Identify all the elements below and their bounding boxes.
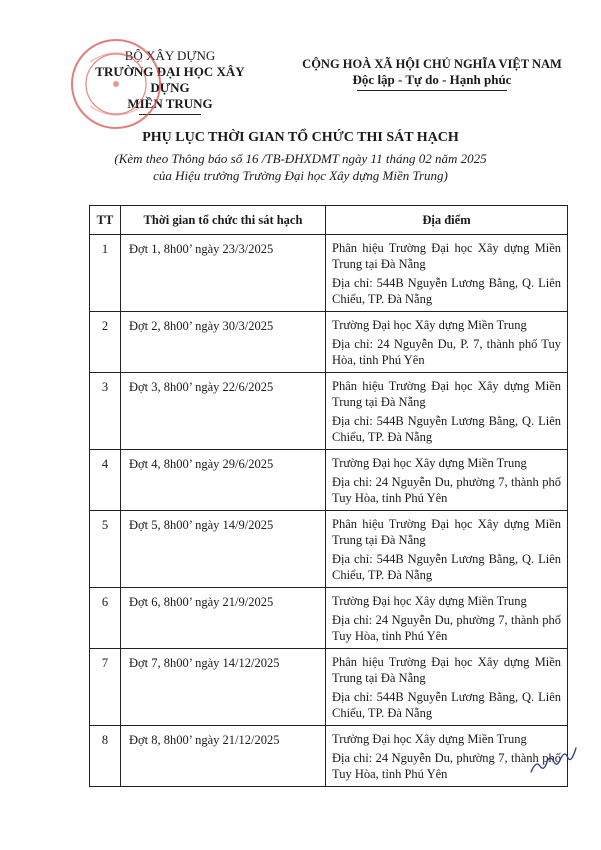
- school-name-line2: MIỀN TRUNG: [127, 96, 213, 111]
- table-row: [90, 235, 568, 312]
- row-location: [326, 312, 568, 373]
- row-location: [326, 649, 568, 726]
- location-name: Phân hiệu Trường Đại học Xây dựng Miền Trung tại Đà Nẵng: [332, 517, 561, 547]
- row-location: [326, 373, 568, 450]
- row-time: Đợt 4, 8h00’ ngày 29/6/2025: [121, 450, 326, 511]
- table-row: [90, 450, 568, 511]
- nation-name: CỘNG HOÀ XÃ HỘI CHỦ NGHĨA VIỆT NAM: [302, 57, 562, 71]
- table-row: [90, 726, 568, 787]
- row-time: Đợt 2, 8h00’ ngày 30/3/2025: [121, 312, 326, 373]
- header-underline: [139, 114, 201, 115]
- row-number: 5: [90, 511, 121, 588]
- location-address: Địa chỉ: 544B Nguyễn Lương Bằng, Q. Liên Chiểu, TP. Đà Nẵng: [332, 552, 561, 582]
- initials-signature-icon: [528, 738, 584, 778]
- header-time: Thời gian tổ chức thi sát hạch: [121, 206, 326, 235]
- table-row: [90, 312, 568, 373]
- row-location: [326, 588, 568, 649]
- row-number: 2: [90, 312, 121, 373]
- location-address: Địa chỉ: 24 Nguyễn Du, phường 7, thành phố Tuy Hòa, tỉnh Phú Yên: [332, 475, 561, 505]
- document-title: PHỤ LỤC THỜI GIAN TỔ CHỨC THI SÁT HẠCH: [142, 130, 459, 145]
- location-address: Địa chỉ: 24 Nguyễn Du, P. 7, thành phố Tuy Hòa, tỉnh Phú Yên: [332, 337, 561, 367]
- row-time: Đợt 5, 8h00’ ngày 14/9/2025: [121, 511, 326, 588]
- row-location: [326, 511, 568, 588]
- location-name: Phân hiệu Trường Đại học Xây dựng Miền Trung tại Đà Nẵng: [332, 379, 561, 409]
- row-number: 4: [90, 450, 121, 511]
- table-row: [90, 649, 568, 726]
- header-place: Địa điểm: [326, 206, 568, 235]
- row-number: 3: [90, 373, 121, 450]
- subtitle-line1: (Kèm theo Thông báo số 16 /TB-ĐHXDMT ngày 11 tháng 02 năm 2025: [114, 151, 487, 166]
- row-location: [326, 450, 568, 511]
- exam-schedule-table: [89, 205, 568, 787]
- location-address: Địa chỉ: 544B Nguyễn Lương Bằng, Q. Liên Chiểu, TP. Đà Nẵng: [332, 276, 561, 306]
- issuer-header: [80, 48, 260, 115]
- national-header: [282, 56, 582, 91]
- table-row: [90, 373, 568, 450]
- row-location: [326, 235, 568, 312]
- location-name: Trường Đại học Xây dựng Miền Trung: [332, 732, 527, 746]
- location-address: Địa chỉ: 544B Nguyễn Lương Bằng, Q. Liên Chiểu, TP. Đà Nẵng: [332, 690, 561, 720]
- location-address: Địa chỉ: 544B Nguyễn Lương Bằng, Q. Liên Chiểu, TP. Đà Nẵng: [332, 414, 561, 444]
- row-time: Đợt 3, 8h00’ ngày 22/6/2025: [121, 373, 326, 450]
- row-time: Đợt 8, 8h00’ ngày 21/12/2025: [121, 726, 326, 787]
- header-tt: TT: [90, 206, 121, 235]
- document-subtitle: [0, 150, 601, 184]
- row-time: Đợt 1, 8h00’ ngày 23/3/2025: [121, 235, 326, 312]
- table-header-row: [90, 206, 568, 235]
- motto-underline: [357, 90, 507, 91]
- location-name: Trường Đại học Xây dựng Miền Trung: [332, 594, 527, 608]
- row-number: 1: [90, 235, 121, 312]
- school-name-line1: TRƯỜNG ĐẠI HỌC XÂY DỰNG: [95, 64, 245, 95]
- location-address: Địa chỉ: 24 Nguyễn Du, phường 7, thành phố Tuy Hòa, tỉnh Phú Yên: [332, 613, 561, 643]
- location-name: Phân hiệu Trường Đại học Xây dựng Miền Trung tại Đà Nẵng: [332, 241, 561, 271]
- row-number: 8: [90, 726, 121, 787]
- location-name: Trường Đại học Xây dựng Miền Trung: [332, 456, 527, 470]
- ministry-name: BỘ XÂY DỰNG: [124, 48, 216, 63]
- row-number: 6: [90, 588, 121, 649]
- row-time: Đợt 7, 8h00’ ngày 14/12/2025: [121, 649, 326, 726]
- location-name: Trường Đại học Xây dựng Miền Trung: [332, 318, 527, 332]
- national-motto: Độc lập - Tự do - Hạnh phúc: [352, 72, 512, 87]
- row-number: 7: [90, 649, 121, 726]
- location-address: Địa chỉ: 24 Nguyễn Du, phường 7, thành phố Tuy Hòa, tỉnh Phú Yên: [332, 751, 561, 781]
- location-name: Phân hiệu Trường Đại học Xây dựng Miền Trung tại Đà Nẵng: [332, 655, 561, 685]
- table-row: [90, 588, 568, 649]
- table-row: [90, 511, 568, 588]
- subtitle-line2: của Hiệu trưởng Trường Đại học Xây dựng Miền Trung): [153, 168, 448, 183]
- row-time: Đợt 6, 8h00’ ngày 21/9/2025: [121, 588, 326, 649]
